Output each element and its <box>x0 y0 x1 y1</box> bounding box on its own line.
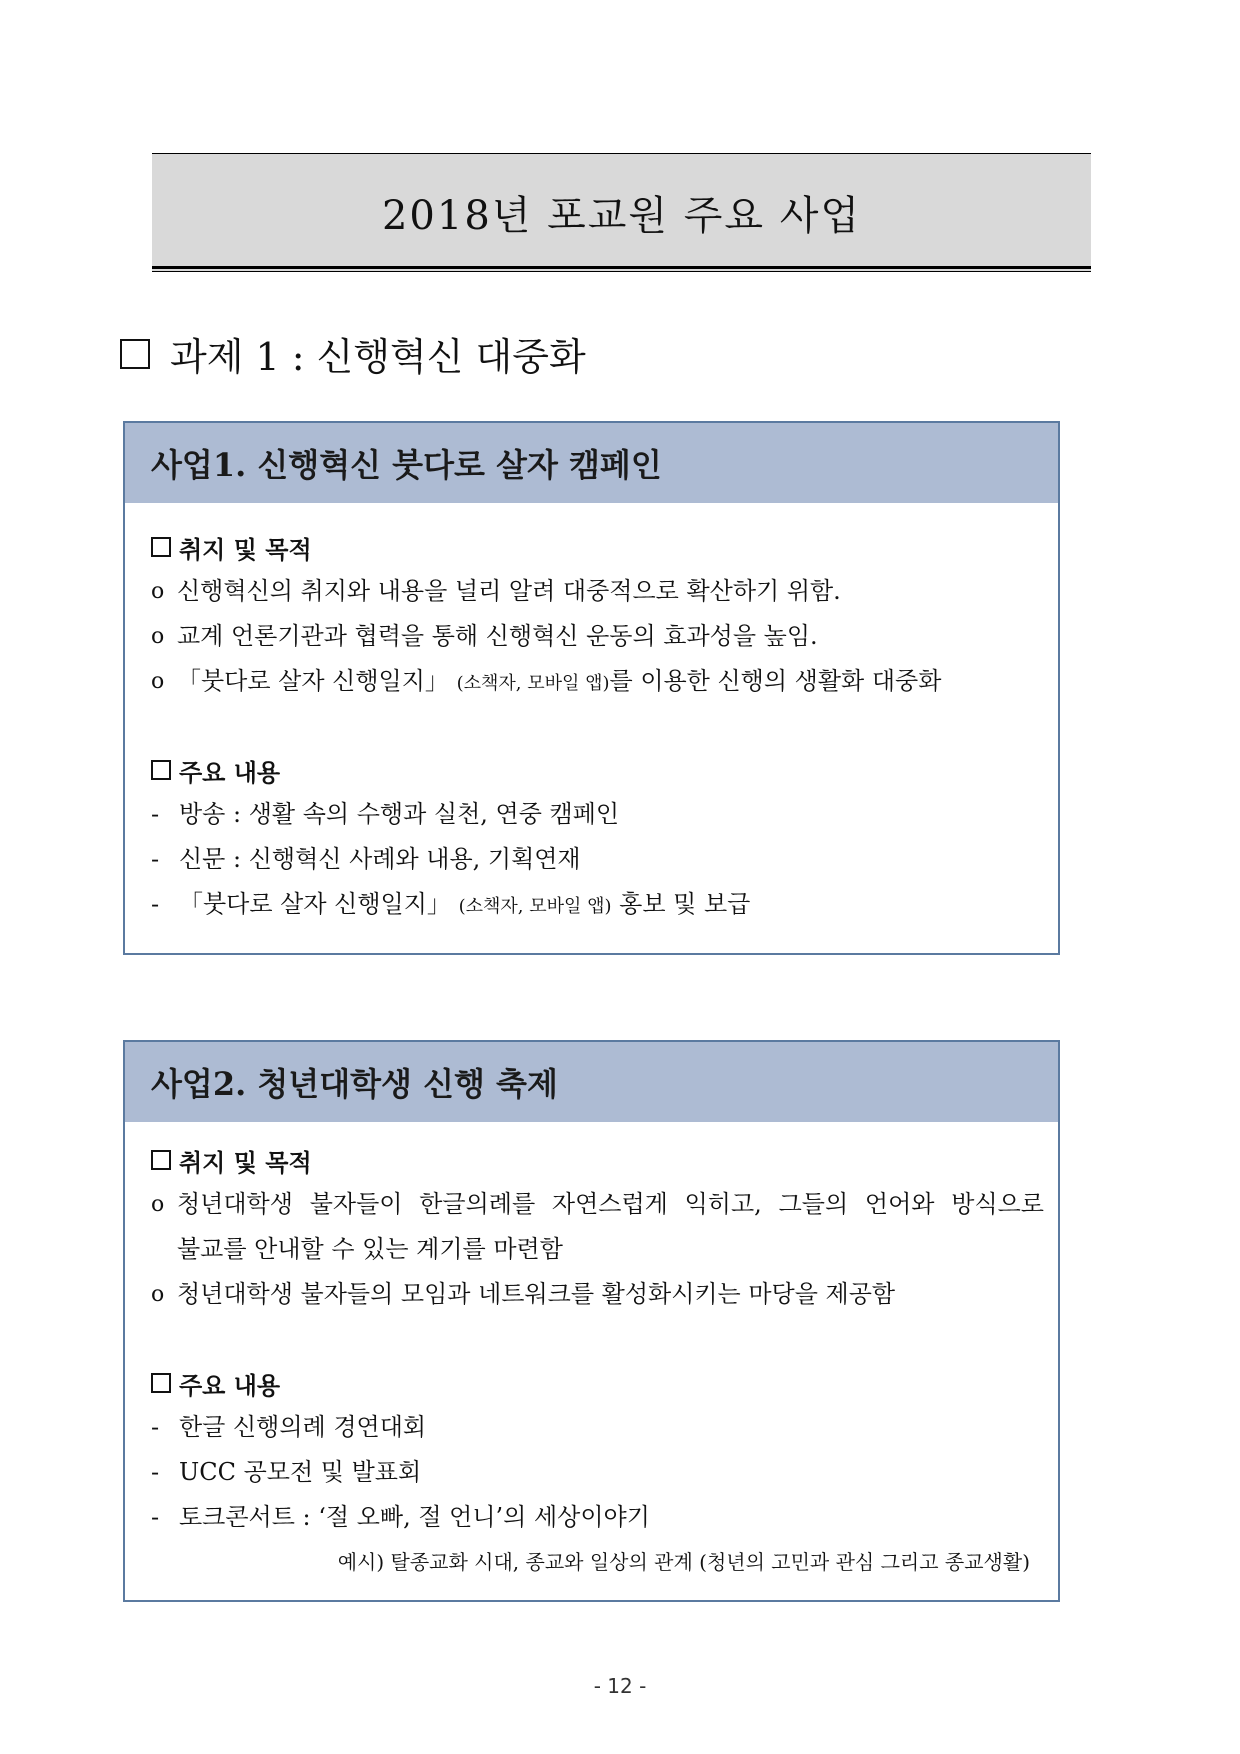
content-item-text-part: 홍보 및 보급 <box>611 890 751 918</box>
dash-icon: - <box>151 890 160 918</box>
dash-icon: - <box>151 1413 160 1441</box>
document-title: 2018년 포교원 주요 사업 <box>381 193 862 239</box>
dash-icon: - <box>151 1458 160 1486</box>
purpose-heading-text: 취지 및 목적 <box>179 534 312 564</box>
content-item-text: 방송 : 생활 속의 수행과 실천, 연중 캠페인 <box>179 800 620 828</box>
bullet-icon: o <box>151 579 165 604</box>
project-header-1 <box>125 423 1058 503</box>
checkbox-icon <box>151 760 171 780</box>
project-title-1: 사업1. 신행혁신 붓다로 살자 캠페인 <box>151 446 662 484</box>
purpose-item <box>151 659 1044 704</box>
project-body-2 <box>125 1138 1058 1585</box>
document-title-box <box>152 153 1091 271</box>
task-heading <box>120 326 586 381</box>
content-item-note: (소책자, 모바일 앱) <box>458 896 612 917</box>
checkbox-icon <box>151 1150 171 1170</box>
project-panel-2 <box>123 1040 1060 1602</box>
example-note: 예시) 탈종교화 시대, 종교와 일상의 관계 (청년의 고민과 관심 그리고 종교생활) <box>337 1550 1030 1574</box>
bullet-icon: o <box>151 669 165 694</box>
content-item <box>151 837 1044 882</box>
title-underline-thin <box>152 271 1091 272</box>
title-underline-thick <box>152 266 1091 269</box>
task-heading-text: 과제 1 : 신행혁신 대중화 <box>170 335 586 379</box>
purpose-heading-text: 취지 및 목적 <box>179 1147 312 1177</box>
dash-icon: - <box>151 800 160 828</box>
content-item-text: 한글 신행의례 경연대회 <box>179 1413 427 1441</box>
purpose-heading <box>151 525 1044 569</box>
bullet-icon: o <box>151 624 165 649</box>
purpose-item-text <box>177 1182 1044 1272</box>
purpose-item <box>151 569 1044 614</box>
purpose-item-note: (소책자, 모바일 앱) <box>456 673 610 694</box>
content-heading <box>151 1361 1044 1405</box>
content-item <box>151 1405 1044 1450</box>
checkbox-icon <box>120 339 150 369</box>
checkbox-icon <box>151 1373 171 1393</box>
purpose-item-text: 신행혁신의 취지와 내용을 널리 알려 대중적으로 확산하기 위함. <box>177 577 841 605</box>
purpose-item-text: 청년대학생 불자들의 모임과 네트워크를 활성화시키는 마당을 제공함 <box>177 1280 896 1308</box>
purpose-item-text-part: 「붓다로 살자 신행일지」 <box>177 667 449 695</box>
dash-icon: - <box>151 1503 160 1531</box>
content-item-text: 토크콘서트 : ‘절 오빠, 절 언니’의 세상이야기 <box>179 1503 650 1531</box>
purpose-item-text: 교계 언론기관과 협력을 통해 신행혁신 운동의 효과성을 높임. <box>177 622 818 650</box>
content-item-text <box>179 882 1044 929</box>
dash-icon: - <box>151 845 160 873</box>
bullet-icon: o <box>151 1282 165 1307</box>
content-item-text-part: 「붓다로 살자 신행일지」 <box>179 890 451 918</box>
page-number: - 12 - <box>593 1674 647 1698</box>
purpose-item <box>151 1272 1044 1317</box>
content-item-text: 신문 : 신행혁신 사례와 내용, 기획연재 <box>179 845 581 873</box>
project-title-2: 사업2. 청년대학생 신행 축제 <box>151 1065 558 1103</box>
purpose-item-line: 불교를 안내할 수 있는 계기를 마련함 <box>177 1235 563 1263</box>
checkbox-icon <box>151 537 171 557</box>
purpose-item-text-part: 를 이용한 신행의 생활화 대중화 <box>609 667 942 695</box>
project-body-1 <box>125 525 1058 927</box>
bullet-icon: o <box>151 1192 165 1217</box>
purpose-item-text <box>177 659 1044 706</box>
purpose-item <box>151 1182 1044 1272</box>
content-item <box>151 1450 1044 1495</box>
purpose-item-line: 청년대학생 불자들이 한글의례를 자연스럽게 익히고, 그들의 언어와 방식으로 <box>177 1190 1044 1218</box>
content-item <box>151 1495 1044 1540</box>
content-heading-text: 주요 내용 <box>179 1370 281 1400</box>
content-item-text: UCC 공모전 및 발표회 <box>179 1458 422 1486</box>
content-heading <box>151 748 1044 792</box>
project-panel-1 <box>123 421 1060 955</box>
content-heading-text: 주요 내용 <box>179 757 281 787</box>
project-header-2 <box>125 1042 1058 1122</box>
purpose-item <box>151 614 1044 659</box>
content-item <box>151 792 1044 837</box>
purpose-heading <box>151 1138 1044 1182</box>
content-item <box>151 882 1044 927</box>
